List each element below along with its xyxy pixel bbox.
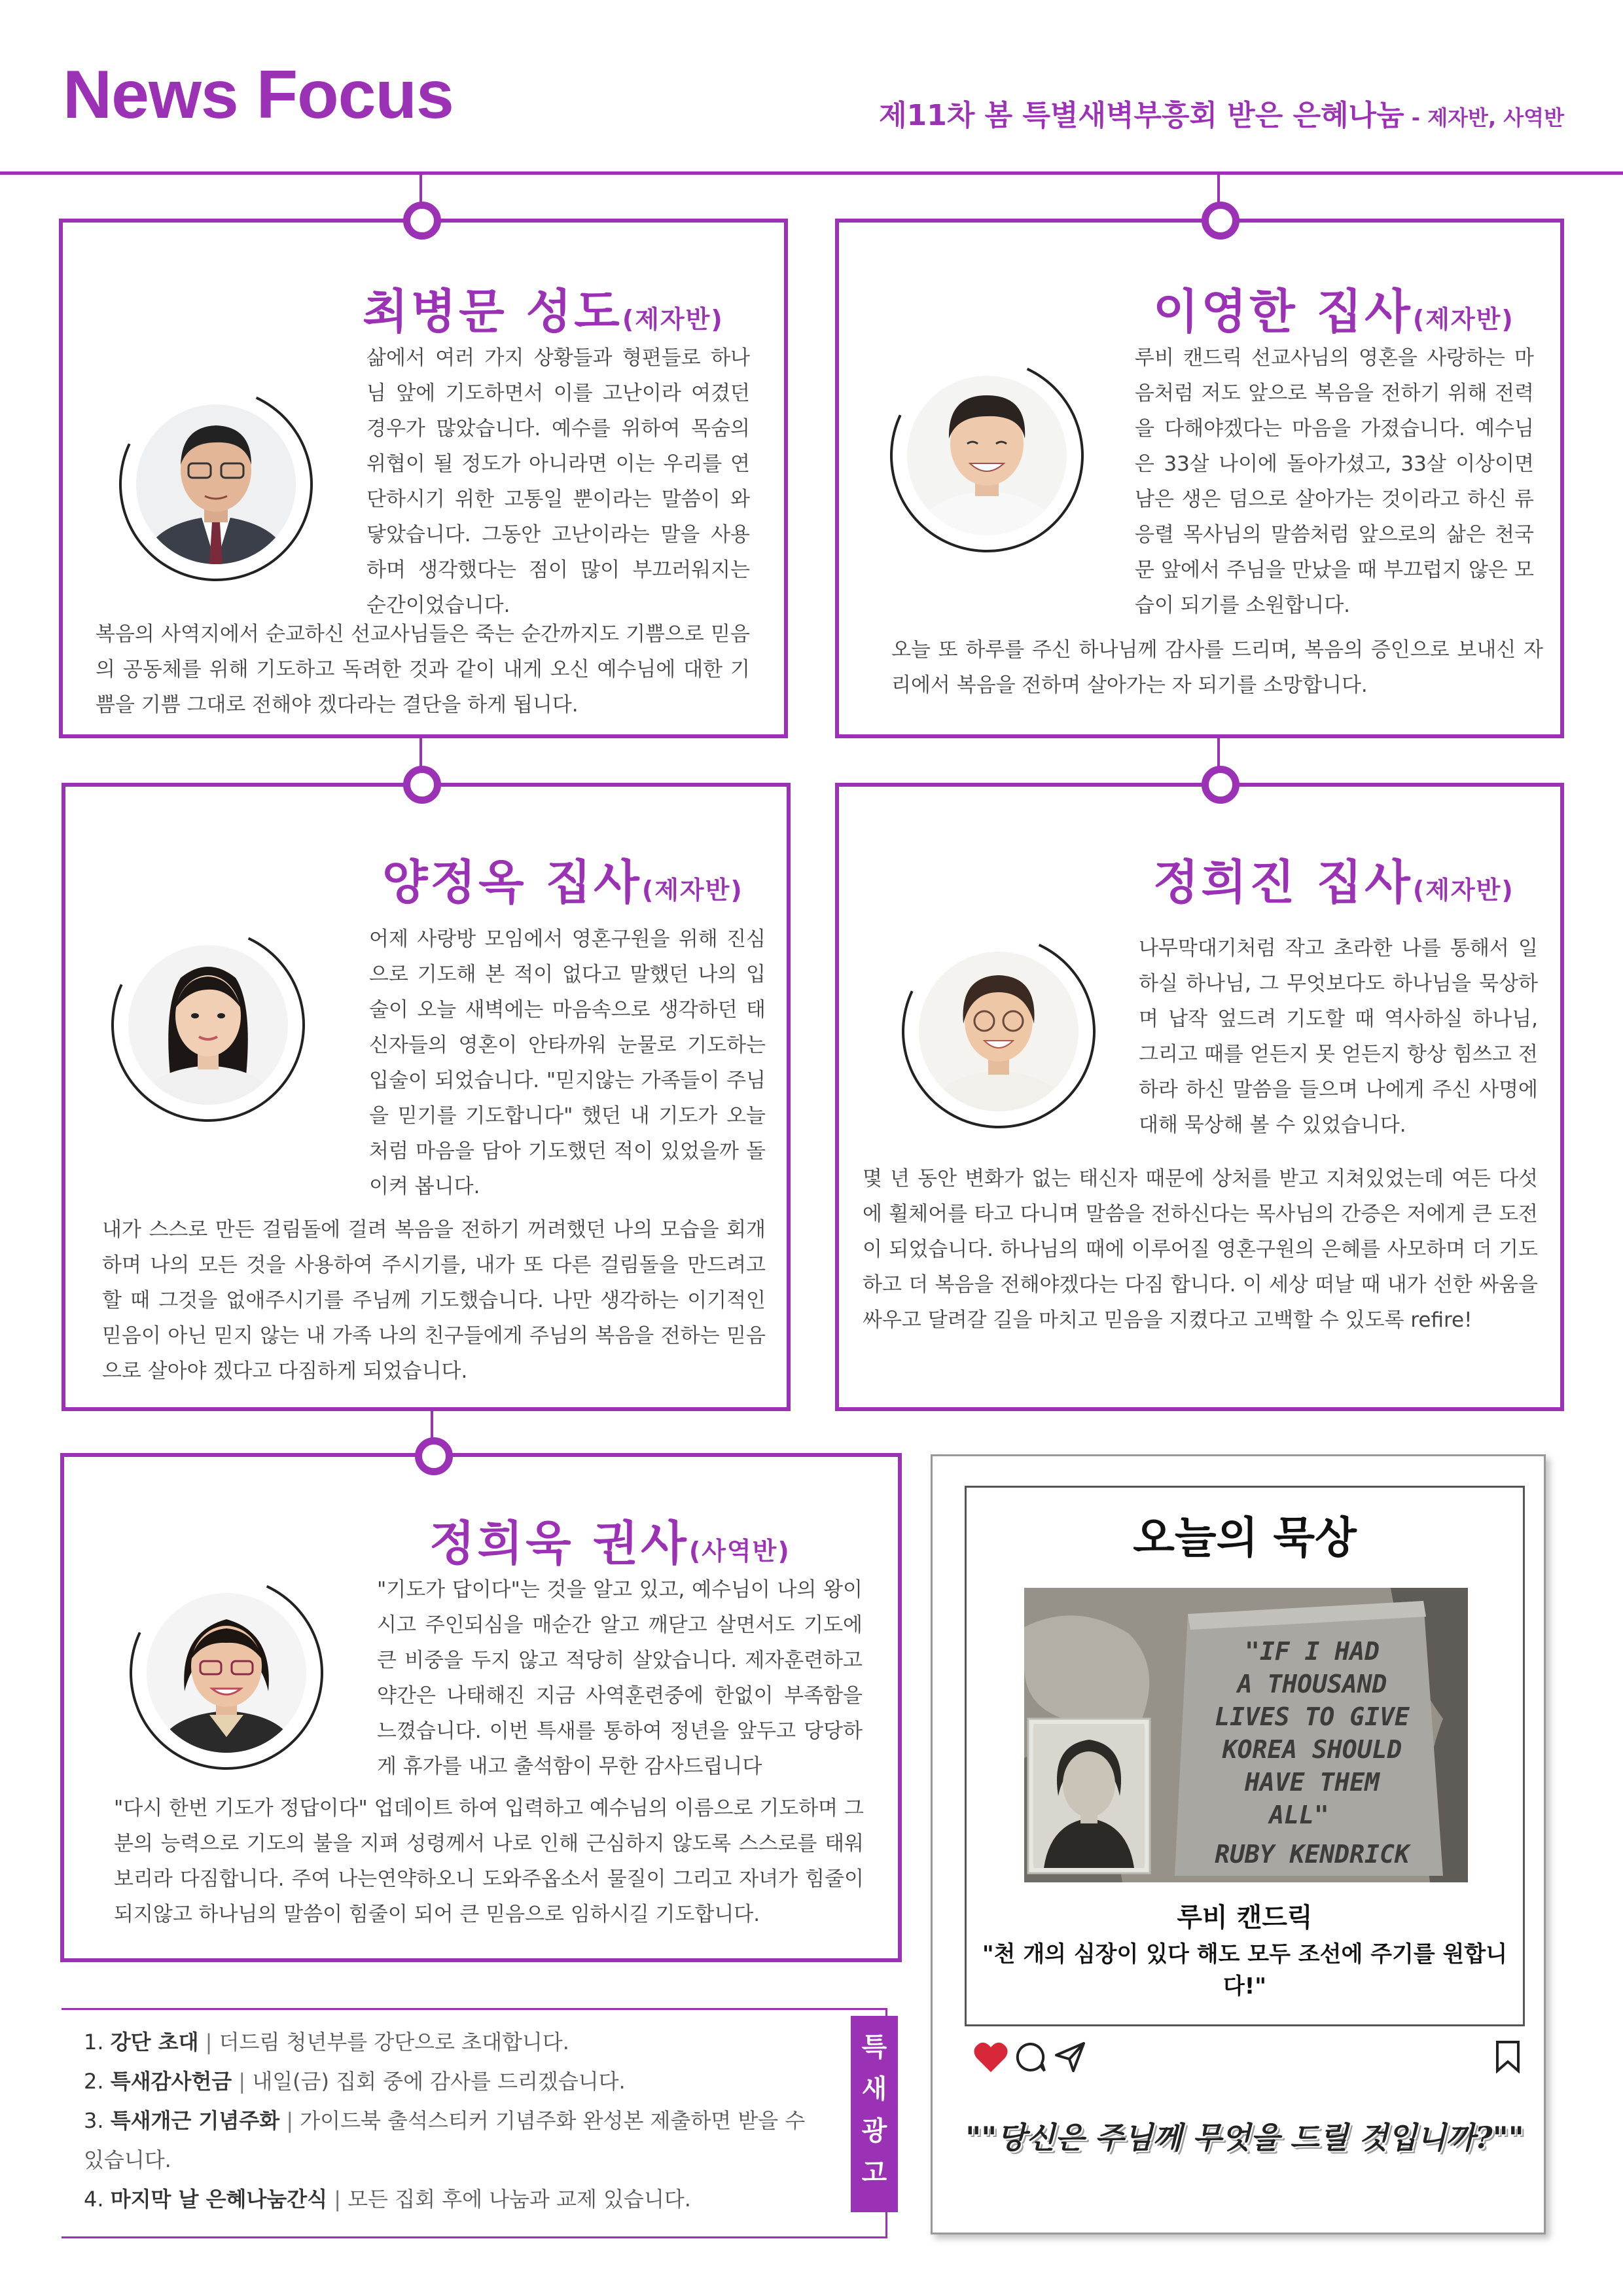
class-label: (제자반) bbox=[1412, 305, 1514, 334]
item-title: 강단 초대 bbox=[110, 2030, 199, 2054]
share-icon[interactable] bbox=[1054, 2041, 1086, 2073]
subtitle-text: 제11차 봄 특별새벽부흥회 받은 은혜나눔 bbox=[879, 99, 1404, 132]
portrait-photo bbox=[907, 376, 1067, 535]
tag-char: 광 bbox=[861, 2116, 887, 2146]
tag-char: 특 bbox=[861, 2032, 887, 2062]
name-text: 최병문 성도 bbox=[363, 284, 622, 339]
stone-line: RUBY KENDRICK bbox=[1215, 1840, 1410, 1869]
class-label: (제자반) bbox=[622, 305, 724, 334]
item-title: 마지막 날 은혜나눔간식 bbox=[110, 2187, 328, 2212]
stone-line: HAVE THEM bbox=[1245, 1768, 1380, 1797]
person-name bbox=[1153, 274, 1514, 342]
connector-knob bbox=[403, 766, 441, 804]
testimony-body: 복음의 사역지에서 순교하신 선교사님들은 죽는 순간까지도 기쁨으로 믿음의 공동체를 위해 기도하고 독려한 것과 같이 내게 오신 예수님에 대한 기쁨을 기쁨 그대로 전해야 겠다라는 결단을 하게 됩니다. bbox=[96, 622, 750, 717]
stone-line: ALL" bbox=[1269, 1801, 1329, 1829]
item-number: 4. bbox=[84, 2187, 104, 2212]
heart-icon[interactable] bbox=[972, 2041, 1009, 2073]
item-text: 모든 집회 후에 나눔과 교제 있습니다. bbox=[348, 2187, 691, 2212]
testimony-intro: 루비 캔드릭 선교사님의 영혼을 사랑하는 마음처럼 저도 앞으로 복음을 전하기 위해 전력을 다해야겠다는 마음을 가졌습니다. 예수님은 33살 나이에 돌아가셨고, 33살 이상이면 남은 생은 덤으로 살아가는 것이라고 하신 류응렬 목사님의 말씀처럼 앞으로의 삶은 천국 문 앞에서 주님을 만났을 때 부끄럽지 않은 모습이 되기를 소원합니다. bbox=[1135, 346, 1534, 617]
page-subtitle bbox=[879, 92, 1564, 134]
item-text: 내일(금) 집회 중에 감사를 드리겠습니다. bbox=[252, 2069, 626, 2094]
name-text: 정희욱 권사 bbox=[429, 1516, 689, 1571]
stone-line: LIVES TO GIVE bbox=[1215, 1702, 1410, 1731]
portrait-photo bbox=[128, 945, 288, 1105]
testimony-intro: 나무막대기처럼 작고 초라한 나를 통해서 일하실 하나님, 그 무엇보다도 하나님을 묵상하며 납작 엎드려 기도할 때 역사하실 하나님, 그리고 때를 얻든지 못 얻든지 항상 힘쓰고 전하라 하신 말씀을 들으며 나에게 주신 사명에 대해 묵상해 볼 수 있었습니다. bbox=[1139, 937, 1538, 1137]
meditation-title: 오늘의 묵상 bbox=[1133, 1512, 1357, 1563]
avatar bbox=[902, 935, 1096, 1128]
notice-tag bbox=[851, 2016, 898, 2212]
stone-line: A THOUSAND bbox=[1237, 1670, 1387, 1698]
tag-char: 새 bbox=[861, 2074, 887, 2104]
item-number: 1. bbox=[84, 2030, 104, 2054]
testimony-body: 내가 스스로 만든 걸림돌에 걸려 복음을 전하기 꺼려했던 나의 모습을 회개하며 나의 모든 것을 사용하여 주시기를, 내가 또 다른 걸림돌을 만드려고 할 때 그것을 없애주시기를 주님께 기도했습니다. 나만 생각하는 이기적인 믿음이 아닌 믿지 않는 내 가족 나의 친구들에게 주님의 복음을 전하는 믿음으로 살아야 겠다고 다짐하게 되었습니다. bbox=[102, 1218, 766, 1383]
testimony-body: "다시 한번 기도가 정답이다" 업데이트 하여 입력하고 예수님의 이름으로 기도하며 그분의 능력으로 기도의 불을 지펴 성령께서 나로 인해 근심하지 않도록 스스로를 태워보리라 다짐합니다. 주여 나는연약하오니 도와주옵소서 물질이 그리고 자녀가 힘줄이 되지않고 하나님의 말씀이 힘줄이 되어 큰 믿음으로 임하시길 기도합니다. bbox=[114, 1797, 864, 1926]
name-text: 이영한 집사 bbox=[1153, 284, 1413, 339]
stone-line: KOREA SHOULD bbox=[1222, 1735, 1402, 1764]
item-text: 더드림 청년부를 강단으로 초대합니다. bbox=[219, 2030, 569, 2054]
item-text: 가이드북 출석스티커 기념주화 완성본 제출하면 받을 수 있습니다. bbox=[84, 2108, 806, 2172]
connector-knob bbox=[1202, 202, 1240, 240]
class-label: (사역반) bbox=[688, 1537, 791, 1566]
missionary-name: 루비 캔드릭 bbox=[1177, 1903, 1313, 1933]
item-title: 특새감사헌금 bbox=[110, 2069, 232, 2094]
stone-line: "IF I HAD bbox=[1245, 1637, 1380, 1666]
testimony-body: 몇 년 동안 변화가 없는 태신자 때문에 상처를 받고 지쳐있었는데 여든 다섯에 휠체어를 타고 다니며 말씀을 전하신다는 목사님의 간증은 저에게 큰 도전이 되었습니다. 하나님의 때에 이루어질 영혼구원의 은혜를 사모하며 더 기도하고 더 복음을 전해야겠다는 다짐 합니다. 이 세상 떠날 때 내가 선한 싸움을 싸우고 달려갈 길을 마치고 믿음을 지켰다고 고백할 수 있도록 refire! bbox=[863, 1167, 1538, 1332]
item-number: 3. bbox=[84, 2108, 104, 2133]
name-text: 정희진 집사 bbox=[1153, 855, 1413, 910]
testimony-body: 오늘 또 하루를 주신 하나님께 감사를 드리며, 복음의 증인으로 보내신 자리에서 복음을 전하며 살아가는 자 되기를 소망합니다. bbox=[891, 638, 1543, 697]
portrait-photo bbox=[919, 952, 1079, 1111]
missionary-quote: "천 개의 심장이 있다 해도 모두 조선에 주기를 원합니다!" bbox=[982, 1941, 1508, 2000]
person-name bbox=[1153, 844, 1514, 912]
bookmark-icon[interactable] bbox=[1495, 2039, 1521, 2073]
name-text: 양정옥 집사 bbox=[382, 855, 642, 910]
list-item: 2. 특새감사헌금 | 내일(금) 집회 중에 감사를 드리겠습니다. bbox=[84, 2069, 626, 2094]
comment-icon[interactable] bbox=[1014, 2041, 1047, 2073]
avatar bbox=[890, 359, 1084, 552]
testimony-intro: 어제 사랑방 모임에서 영혼구원을 위해 진심으로 기도해 본 적이 없다고 말했던 나의 입술이 오늘 새벽에는 마음속으로 생각하던 태신자들의 영혼이 안타까워 눈물로 기도하는 입술이 되었습니다. "믿지않는 가족들이 주님을 믿기를 기도합니다" 했던 내 기도가 오늘처럼 마음을 담아 기도했던 적이 있었을까 돌이켜 봅니다. bbox=[369, 927, 766, 1198]
memorial-stone-image bbox=[1024, 1588, 1468, 1882]
avatar bbox=[119, 387, 313, 581]
tag-char: 고 bbox=[861, 2158, 887, 2188]
connector-knob bbox=[415, 1437, 453, 1475]
memorial-stone-photo bbox=[1024, 1588, 1468, 1882]
item-title: 특새개근 기념주화 bbox=[110, 2108, 280, 2133]
class-label: (제자반) bbox=[641, 876, 743, 905]
header-divider bbox=[0, 171, 1623, 175]
subtitle-classes: - 제자반, 사역반 bbox=[1404, 105, 1564, 130]
item-number: 2. bbox=[84, 2069, 104, 2094]
person-name bbox=[363, 274, 724, 342]
testimony-intro: "기도가 답이다"는 것을 알고 있고, 예수님이 나의 왕이시고 주인되심을 매순간 알고 깨닫고 살면서도 기도에 큰 비중을 두지 않고 적당히 살았습니다. 제자훈련하고 약간은 나태해진 지금 사역훈련중에 한없이 부족함을 느꼈습니다. 이번 특새를 통하여 정년을 앞두고 당당하게 휴가를 내고 출석함이 무한 감사드립니다 bbox=[377, 1578, 863, 1778]
class-label: (제자반) bbox=[1412, 876, 1514, 905]
avatar bbox=[111, 928, 305, 1122]
person-name bbox=[429, 1505, 791, 1573]
list-item: 4. 마지막 날 은혜나눔간식 | 모든 집회 후에 나눔과 교제 있습니다. bbox=[84, 2187, 691, 2212]
portrait-photo bbox=[147, 1593, 306, 1753]
person-name bbox=[382, 844, 743, 912]
list-item: 1. 강단 초대 | 더드림 청년부를 강단으로 초대합니다. bbox=[84, 2030, 569, 2054]
testimony-intro: 삶에서 여러 가지 상황들과 형편들로 하나님 앞에 기도하면서 이를 고난이라 여겼던 경우가 많았습니다. 예수를 위하여 목숨의 위협이 될 정도가 아니라면 이는 우리를 연단하시기 위한 고통일 뿐이라는 말씀이 와닿았습니다. 그동안 고난이라는 말을 사용하며 생각했다는 점이 많이 부끄러워지는 순간이었습니다. bbox=[366, 346, 750, 617]
connector-knob bbox=[403, 202, 441, 240]
notice-list bbox=[84, 2022, 843, 2219]
list-item: 3. 특새개근 기념주화 | 가이드북 출석스티커 기념주화 완성본 제출하면 받을 수 있습니다. bbox=[84, 2108, 806, 2172]
page-title: News Focus bbox=[63, 57, 454, 133]
meditation-question: ""당신은 주님께 무엇을 드릴 것입니까?"" bbox=[965, 2120, 1524, 2155]
portrait-photo bbox=[136, 404, 296, 564]
connector-knob bbox=[1202, 766, 1240, 804]
avatar bbox=[130, 1576, 323, 1770]
